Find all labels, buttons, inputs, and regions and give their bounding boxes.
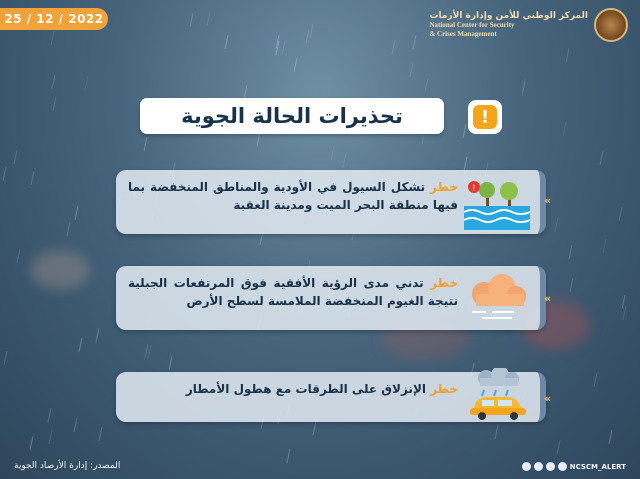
social-handle-text: NCSCM_ALERT	[569, 462, 626, 471]
rain-streak	[169, 356, 173, 370]
rain-streak	[563, 122, 567, 136]
rain-streak	[313, 421, 317, 435]
page-title: تحذيرات الحالة الجوية	[140, 98, 444, 134]
rain-streak	[392, 40, 396, 54]
rain-streak	[99, 427, 103, 441]
rain-streak	[495, 425, 499, 439]
rain-streak	[464, 157, 468, 171]
warning-text	[128, 274, 458, 310]
rain-streak	[569, 245, 573, 259]
rain-streak	[343, 153, 347, 167]
twitter-icon	[522, 462, 531, 471]
rain-streak	[52, 75, 56, 89]
organization-logo	[429, 8, 628, 42]
rain-streak	[603, 239, 607, 253]
rain-streak	[619, 207, 623, 221]
rain-streak	[49, 430, 53, 444]
rain-streak	[257, 132, 261, 146]
svg-text:!: !	[472, 184, 476, 194]
danger-label: خطر	[430, 382, 458, 396]
facebook-icon	[534, 462, 543, 471]
rain-streak	[75, 206, 79, 220]
rain-streak	[622, 295, 626, 309]
rain-streak	[144, 137, 148, 151]
rain-streak	[557, 440, 561, 454]
rain-streak	[522, 82, 526, 96]
rain-streak	[331, 146, 335, 160]
rain-streak	[522, 78, 526, 92]
rain-streak	[566, 48, 570, 62]
rain-streak	[555, 218, 559, 232]
rain-streak	[425, 78, 429, 92]
flood-icon	[464, 178, 530, 230]
rain-streak	[594, 373, 598, 387]
rain-streak	[67, 222, 71, 236]
rain-streak	[31, 171, 35, 185]
rain-streak	[14, 150, 18, 164]
rain-streak	[51, 31, 55, 45]
rain-streak	[570, 278, 574, 292]
rain-streak	[276, 41, 280, 55]
rain-streak	[79, 338, 83, 352]
rain-streak	[53, 97, 57, 111]
rain-streak	[609, 430, 613, 444]
source-credit: المصدر: إدارة الأرصاد الجوية	[14, 461, 121, 471]
rain-streak	[294, 58, 298, 72]
rain-streak	[3, 167, 7, 181]
rain-streak	[282, 41, 286, 55]
youtube-icon	[558, 462, 567, 471]
chevron-icon: «	[544, 392, 552, 405]
rain-streak	[145, 344, 149, 358]
logo-english-line2: & Crises Management	[429, 30, 497, 38]
logo-english-line1: National Center for Security	[429, 21, 515, 29]
chevron-icon: «	[544, 194, 552, 207]
logo-arabic-text: المركز الوطني للأمن وإدارة الأزمات	[429, 11, 588, 21]
rain-streak	[623, 306, 627, 320]
rain-streak	[244, 85, 248, 99]
chevron-icon: «	[544, 292, 552, 305]
rain-streak	[287, 449, 291, 463]
warning-text	[128, 380, 458, 398]
rain-streak	[96, 328, 100, 342]
warning-description: الإنزلاق على الطرقات مع هطول الأمطار	[185, 382, 426, 396]
rain-streak	[207, 12, 211, 26]
rain-streak	[85, 76, 89, 90]
warning-description: تدني مدى الرؤية الأفقية فوق المرتفعات الجبلية نتيجة الغيوم المنخفضة الملامسة لسطح الأرض	[128, 276, 458, 308]
rain-streak	[74, 418, 78, 432]
warning-text	[128, 178, 458, 214]
rain-streak	[306, 29, 310, 43]
rain-streak	[276, 35, 280, 49]
danger-label: خطر	[430, 180, 458, 194]
rain-streak	[225, 35, 229, 49]
danger-label: خطر	[430, 276, 459, 290]
warning-card-visibility	[116, 266, 546, 330]
rain-streak	[4, 351, 8, 365]
rain-streak	[148, 345, 152, 359]
rain-streak	[600, 151, 604, 165]
warning-card-flood	[116, 170, 546, 234]
seal-emblem-icon	[594, 8, 628, 42]
instagram-icon	[546, 462, 555, 471]
rain-streak	[310, 24, 314, 38]
bokeh-light	[30, 250, 90, 290]
warning-badge	[468, 100, 502, 134]
rain-streak	[413, 35, 417, 49]
rain-streak	[190, 13, 194, 27]
car-rain-icon	[464, 368, 530, 420]
rain-streak	[410, 63, 414, 77]
exclamation-icon: !	[473, 105, 497, 129]
warning-description: تشكل السيول في الأودية والمناطق المنخفضة بما فيها منطقة البحر الميت ومدينة العقبة	[128, 180, 458, 212]
rain-streak	[30, 436, 34, 450]
warning-card-slippery-roads	[116, 372, 546, 422]
rain-streak	[463, 124, 467, 138]
date-badge: 25 / 12 / 2022	[0, 8, 108, 30]
fog-cloud-icon	[464, 274, 530, 322]
rain-streak	[48, 408, 52, 422]
rain-streak	[17, 249, 21, 263]
social-handle	[522, 462, 626, 471]
